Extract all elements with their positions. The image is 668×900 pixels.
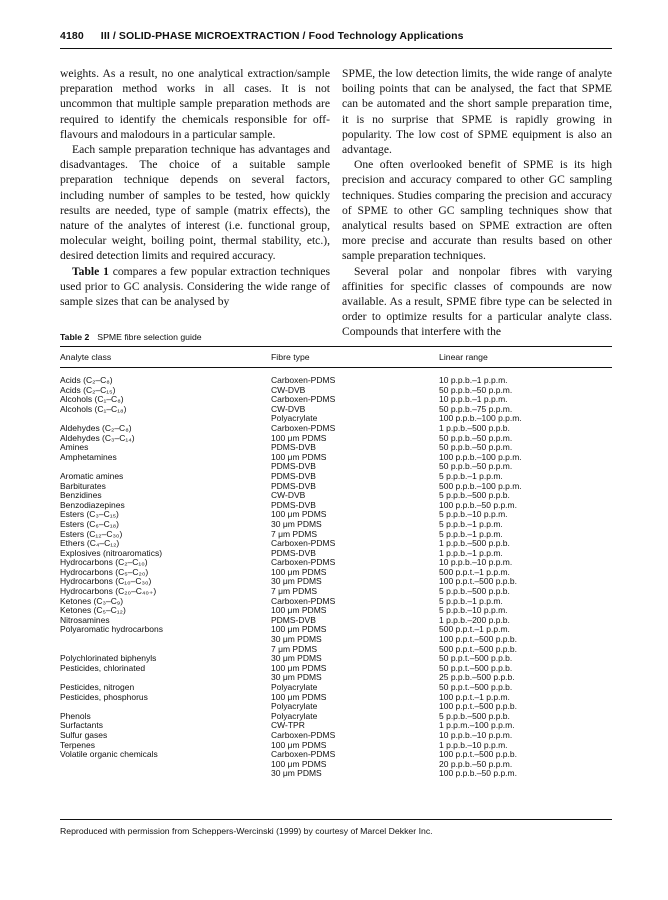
- header-rule: [60, 48, 612, 49]
- linear-range-cell: 1 p.p.b.–1 p.p.m.: [439, 547, 503, 558]
- fibre-type-cell: 30 μm PDMS: [271, 634, 322, 645]
- table-row: [60, 712, 612, 722]
- analyte-class-cell: Benzidines: [60, 490, 102, 501]
- table-caption: [60, 332, 202, 342]
- analyte-class-cell: Ethers (C₄–C₁₂): [60, 538, 120, 549]
- analyte-class-cell: Benzodiazepines: [60, 499, 125, 510]
- linear-range-cell: 100 p.p.t.–500 p.p.b.: [439, 749, 517, 760]
- body-column-right: [342, 66, 612, 340]
- linear-range-cell: 100 p.p.b.–50 p.p.m.: [439, 768, 517, 779]
- linear-range-cell: 100 p.p.t.–500 p.p.b.: [439, 576, 517, 587]
- fibre-type-cell: 100 μm PDMS: [271, 605, 327, 616]
- linear-range-cell: 1 p.p.b.–200 p.p.b.: [439, 614, 510, 625]
- linear-range-cell: 5 p.p.b.–10 p.p.m.: [439, 509, 508, 520]
- paragraph: Several polar and nonpolar fibres with varying affinities for specific classes of compounds are now available. As a result, SPME fibre type can be selected in order to optimize results for a particular analyte class. Compounds that interfere with the: [342, 264, 612, 339]
- table-row: [60, 443, 612, 453]
- linear-range-cell: 5 p.p.b.–1 p.p.m.: [439, 470, 503, 481]
- fibre-type-cell: Polyacrylate: [271, 701, 318, 712]
- paragraph: SPME, the low detection limits, the wide range of analyte boiling points that can be analysed, the fact that SPME can be automated and the short sample preparation time, it is no surprise that SPME is rapidly growing in popularity. The low cost of SPME equipment is also an advantage.: [342, 67, 612, 157]
- analyte-class-cell: Polyaromatic hydrocarbons: [60, 624, 163, 635]
- analyte-class-cell: Acids (C₂–C₁₅): [60, 384, 116, 395]
- linear-range-cell: 5 p.p.b.–500 p.p.b.: [439, 490, 510, 501]
- column-header-analyte-class: Analyte class: [60, 352, 112, 362]
- analyte-class-cell: Esters (C₁₂–C₃₀): [60, 528, 123, 539]
- analyte-class-cell: Barbiturates: [60, 480, 106, 491]
- fibre-type-cell: 100 μm PDMS: [271, 432, 327, 443]
- table-row: [60, 635, 612, 645]
- linear-range-cell: 500 p.p.b.–100 p.p.m.: [439, 480, 522, 491]
- analyte-class-cell: Explosives (nitroaromatics): [60, 547, 163, 558]
- analyte-class-cell: Pesticides, nitrogen: [60, 682, 135, 692]
- analyte-class-cell: Aldehydes (C₃–C₁₄): [60, 432, 135, 443]
- table-row: [60, 424, 612, 434]
- fibre-type-cell: Carboxen-PDMS: [271, 394, 336, 405]
- fibre-type-cell: PDMS-DVB: [271, 442, 316, 453]
- analyte-class-cell: Aromatic amines: [60, 470, 124, 481]
- fibre-type-cell: CW-DVB: [271, 403, 306, 414]
- fibre-type-cell: 7 μm PDMS: [271, 643, 317, 654]
- linear-range-cell: 100 p.p.t.–1 p.p.m.: [439, 691, 510, 702]
- running-title: III / SOLID-PHASE MICROEXTRACTION / Food Technology Applications: [100, 30, 464, 42]
- fibre-type-cell: Polyacrylate: [271, 682, 318, 692]
- fibre-type-cell: 30 μm PDMS: [271, 672, 322, 683]
- fibre-type-cell: 100 μm PDMS: [271, 758, 327, 769]
- table-row: [60, 482, 612, 492]
- analyte-class-cell: Terpenes: [60, 739, 95, 750]
- table-row: [60, 664, 612, 674]
- linear-range-cell: 1 p.p.b.–500 p.p.b.: [439, 422, 510, 433]
- fibre-type-cell: Carboxen-PDMS: [271, 538, 336, 549]
- table-footnote: Reproduced with permission from Scheppers-Wercinski (1999) by courtesy of Marcel Dekker Inc.: [60, 826, 433, 836]
- fibre-type-cell: 100 μm PDMS: [271, 509, 327, 520]
- fibre-type-cell: 100 μm PDMS: [271, 691, 327, 702]
- linear-range-cell: 100 p.p.b.–50 p.p.m.: [439, 499, 517, 510]
- table-row: [60, 693, 612, 703]
- fibre-type-cell: Carboxen-PDMS: [271, 729, 336, 740]
- fibre-type-cell: PDMS-DVB: [271, 614, 316, 625]
- linear-range-cell: 1 p.p.b.–10 p.p.m.: [439, 739, 508, 750]
- table-row: [60, 386, 612, 396]
- table-reference[interactable]: Table 1: [72, 264, 109, 278]
- linear-range-cell: 50 p.p.b.–75 p.p.m.: [439, 403, 513, 414]
- linear-range-cell: 20 p.p.b.–50 p.p.m.: [439, 758, 513, 769]
- linear-range-cell: 10 p.p.b.–1 p.p.m.: [439, 394, 508, 405]
- analyte-class-cell: Volatile organic chemicals: [60, 749, 158, 760]
- table-row: [60, 376, 612, 386]
- analyte-class-cell: Aldehydes (C₂–C₈): [60, 422, 132, 433]
- paragraph: One often overlooked benefit of SPME is its high precision and accuracy compared to other GC sampling techniques. Studies comparing the precision and accuracy of SPME to other GC sampling techniques show that analytical results based on SPME extraction are often more precise and accurate than results based on other sample preparation techniques.: [342, 158, 612, 263]
- linear-range-cell: 50 p.p.b.–50 p.p.m.: [439, 461, 513, 472]
- fibre-type-cell: PDMS-DVB: [271, 480, 316, 491]
- fibre-type-cell: 30 μm PDMS: [271, 576, 322, 587]
- fibre-type-cell: 100 μm PDMS: [271, 566, 327, 577]
- table-row: [60, 597, 612, 607]
- table-row: [60, 510, 612, 520]
- analyte-class-cell: Ketones (C₅–C₁₂): [60, 605, 126, 616]
- linear-range-cell: 100 p.p.t.–500 p.p.b.: [439, 701, 517, 712]
- table-row: [60, 434, 612, 444]
- fibre-type-cell: 7 μm PDMS: [271, 528, 317, 539]
- linear-range-cell: 5 p.p.b.–1 p.p.m.: [439, 528, 503, 539]
- table-body: [60, 376, 612, 779]
- paragraph: [60, 264, 330, 310]
- analyte-class-cell: Amines: [60, 442, 89, 453]
- linear-range-cell: 50 p.p.t.–500 p.p.b.: [439, 662, 513, 673]
- table-row: [60, 501, 612, 511]
- linear-range-cell: 5 p.p.b.–500 p.p.b.: [439, 710, 510, 721]
- table-row: [60, 472, 612, 482]
- fibre-type-cell: PDMS-DVB: [271, 547, 316, 558]
- analyte-class-cell: Hydrocarbons (C₂–C₁₀): [60, 557, 148, 568]
- fibre-type-cell: Carboxen-PDMS: [271, 595, 336, 606]
- table-bottom-rule: [60, 819, 612, 820]
- fibre-type-cell: 100 μm PDMS: [271, 662, 327, 673]
- analyte-class-cell: Alcohols (C₁–C₈): [60, 394, 124, 405]
- table-row: [60, 491, 612, 501]
- fibre-type-cell: 7 μm PDMS: [271, 586, 317, 597]
- fibre-type-cell: 100 μm PDMS: [271, 739, 327, 750]
- linear-range-cell: 500 p.p.t.–1 p.p.m.: [439, 566, 510, 577]
- column-header-linear-range: Linear range: [439, 352, 488, 362]
- fibre-type-cell: PDMS-DVB: [271, 461, 316, 472]
- paragraph: Each sample preparation technique has advantages and disadvantages. The choice of a suitable sample preparation technique depends on several factors, including number of samples to be tested, how quickly results are needed, type of sample (matrix effects), the nature of the analytes of interest (i.e. functional group, molecular weight, boiling point, thermal stability, etc.), desired detection limits and required accuracy.: [60, 143, 330, 263]
- linear-range-cell: 1 p.p.b.–500 p.p.b.: [439, 538, 510, 549]
- fibre-type-cell: CW-DVB: [271, 384, 306, 395]
- analyte-class-cell: Ketones (C₃–C₉): [60, 595, 124, 606]
- table-row: [60, 673, 612, 683]
- linear-range-cell: 5 p.p.b.–1 p.p.m.: [439, 518, 503, 529]
- analyte-class-cell: Surfactants: [60, 720, 103, 731]
- linear-range-cell: 10 p.p.b.–10 p.p.m.: [439, 557, 513, 568]
- fibre-type-cell: Polyacrylate: [271, 413, 318, 424]
- linear-range-cell: 50 p.p.b.–50 p.p.m.: [439, 442, 513, 453]
- analyte-class-cell: Hydrocarbons (C₅–C₂₀): [60, 566, 149, 577]
- linear-range-cell: 25 p.p.b.–500 p.p.b.: [439, 672, 515, 683]
- linear-range-cell: 5 p.p.b.–500 p.p.b.: [439, 586, 510, 597]
- table-row: [60, 760, 612, 770]
- table-row: [60, 769, 612, 779]
- linear-range-cell: 100 p.p.b.–100 p.p.m.: [439, 451, 522, 462]
- linear-range-cell: 10 p.p.b.–1 p.p.m.: [439, 375, 508, 385]
- paragraph: weights. As a result, no one analytical extraction/sample preparation method works in all cases. It is not uncommon that multiple sample preparation methods are required to identify the chemicals responsible for off-flavours and malodours in a particular sample.: [60, 67, 330, 141]
- fibre-type-cell: 30 μm PDMS: [271, 768, 322, 779]
- analyte-class-cell: Pesticides, chlorinated: [60, 662, 146, 673]
- fibre-type-cell: 30 μm PDMS: [271, 653, 322, 664]
- linear-range-cell: 5 p.p.b.–1 p.p.m.: [439, 595, 503, 606]
- paragraph-text: compares a few popular extraction techniques used prior to GC analysis. Considering the wide range of sample sizes that can be analysed by: [60, 264, 330, 309]
- linear-range-cell: 100 p.p.b.–100 p.p.m.: [439, 413, 522, 424]
- analyte-class-cell: Nitrosamines: [60, 614, 110, 625]
- analyte-class-cell: Sulfur gases: [60, 729, 108, 740]
- table-row: [60, 520, 612, 530]
- fibre-type-cell: CW-DVB: [271, 490, 306, 501]
- running-header: [60, 30, 612, 42]
- table-row: [60, 702, 612, 712]
- linear-range-cell: 5 p.p.b.–10 p.p.m.: [439, 605, 508, 616]
- linear-range-cell: 1 p.p.m.–100 p.p.m.: [439, 720, 515, 731]
- table-row: [60, 731, 612, 741]
- table-row: [60, 530, 612, 540]
- linear-range-cell: 500 p.p.t.–500 p.p.b.: [439, 643, 517, 654]
- table-row: [60, 462, 612, 472]
- fibre-type-cell: Carboxen-PDMS: [271, 557, 336, 568]
- table-top-rule: [60, 346, 612, 347]
- linear-range-cell: 500 p.p.t.–1 p.p.m.: [439, 624, 510, 635]
- analyte-class-cell: Hydrocarbons (C₁₀–C₃₀): [60, 576, 152, 587]
- table-title: SPME fibre selection guide: [97, 332, 202, 342]
- table-row: [60, 606, 612, 616]
- fibre-type-cell: CW-TPR: [271, 720, 305, 731]
- fibre-type-cell: PDMS-DVB: [271, 499, 316, 510]
- table-row: [60, 395, 612, 405]
- linear-range-cell: 100 p.p.t.–500 p.p.b.: [439, 634, 517, 645]
- table-row: [60, 587, 612, 597]
- analyte-class-cell: Hydrocarbons (C₂₀–C₄₀₊): [60, 586, 157, 597]
- fibre-type-cell: Carboxen-PDMS: [271, 375, 336, 385]
- table-row: [60, 750, 612, 760]
- analyte-class-cell: Acids (C₂–C₈): [60, 375, 113, 385]
- analyte-class-cell: Polychlorinated biphenyls: [60, 653, 157, 664]
- linear-range-cell: 50 p.p.t.–500 p.p.b.: [439, 653, 513, 664]
- fibre-type-cell: Carboxen-PDMS: [271, 749, 336, 760]
- page-number: 4180: [60, 30, 84, 42]
- table-row: [60, 414, 612, 424]
- table-header-rule: [60, 367, 612, 368]
- column-header-fibre-type: Fibre type: [271, 352, 310, 362]
- analyte-class-cell: Pesticides, phosphorus: [60, 691, 148, 702]
- table-row: [60, 721, 612, 731]
- fibre-type-cell: 100 μm PDMS: [271, 624, 327, 635]
- table-number: Table 2: [60, 332, 90, 342]
- fibre-type-cell: Polyacrylate: [271, 710, 318, 721]
- table-row: [60, 405, 612, 415]
- linear-range-cell: 50 p.p.b.–50 p.p.m.: [439, 384, 513, 395]
- analyte-class-cell: Alcohols (C₁–C₁₈): [60, 403, 127, 414]
- fibre-type-cell: 30 μm PDMS: [271, 518, 322, 529]
- analyte-class-cell: Esters (C₃–C₁₅): [60, 509, 119, 520]
- analyte-class-cell: Esters (C₆–C₁₈): [60, 518, 119, 529]
- analyte-class-cell: Phenols: [60, 710, 91, 721]
- linear-range-cell: 50 p.p.b.–50 p.p.m.: [439, 432, 513, 443]
- analyte-class-cell: Amphetamines: [60, 451, 117, 462]
- fibre-type-cell: 100 μm PDMS: [271, 451, 327, 462]
- linear-range-cell: 50 p.p.t.–500 p.p.b.: [439, 682, 513, 692]
- table-row: [60, 453, 612, 463]
- table-row: [60, 625, 612, 635]
- fibre-type-cell: Carboxen-PDMS: [271, 422, 336, 433]
- fibre-type-cell: PDMS-DVB: [271, 470, 316, 481]
- body-column-left: [60, 66, 330, 309]
- linear-range-cell: 10 p.p.b.–10 p.p.m.: [439, 729, 513, 740]
